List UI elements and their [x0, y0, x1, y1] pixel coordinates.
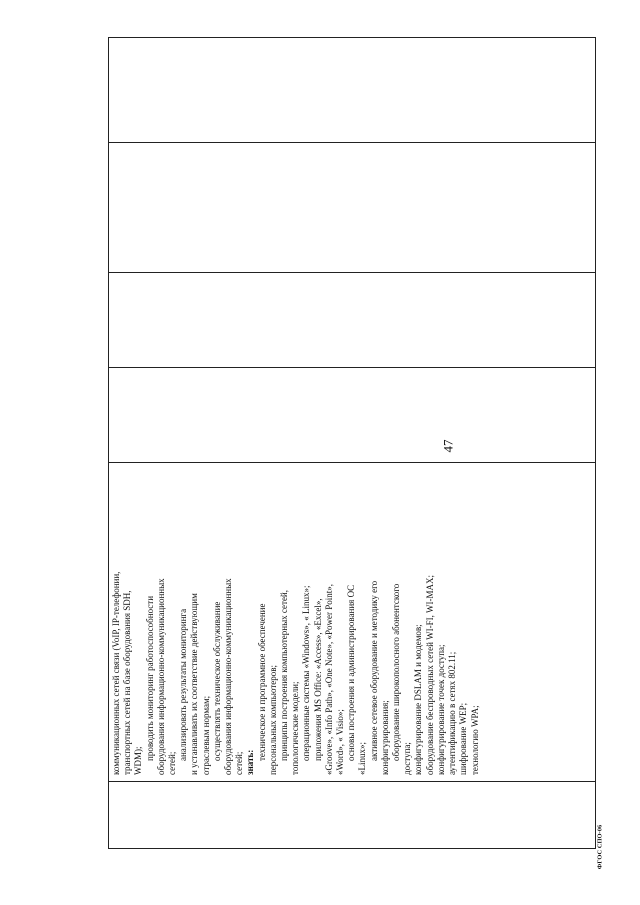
text-line: принципы построения компьютерных сетей, [279, 590, 290, 761]
text-line: «Groove», «Info Path», «One Note», «Power Point», [323, 584, 334, 775]
text-line: сетей; [167, 751, 178, 775]
text-line: топологические модели; [290, 681, 301, 775]
footer-label: ФГОС СПО-06 [596, 824, 604, 870]
column-divider [109, 462, 595, 463]
text-line: оборудования информационно-коммуникационных [223, 578, 234, 775]
text-line: оборудования информационно-коммуникационных [155, 578, 166, 775]
text-line: знать: [245, 749, 256, 775]
column-divider [109, 272, 595, 273]
text-line: оборудование широкополосного абонентского [391, 583, 402, 761]
text-line: аутентификацию в сетях 802.11; [447, 651, 458, 775]
column-divider [109, 367, 595, 368]
text-line: доступа; [402, 742, 413, 775]
text-line: сетей; [234, 751, 245, 775]
text-line: «Word», « Visio»; [335, 709, 346, 775]
text-line: конфигурирование точек доступа; [435, 644, 446, 775]
text-line: активное сетевое оборудование и методику его [368, 580, 379, 761]
text-line: коммуникационных сетей связи (VoIP, IP-телефонии, [111, 571, 121, 775]
page-number: 47 [440, 439, 456, 453]
column-divider [109, 781, 595, 782]
text-line: конфигурирование DSLAM и модемов; [413, 624, 424, 775]
text-line: операционные системы «Windows», « Linux»; [301, 585, 312, 761]
text-line: «Linux»; [357, 742, 368, 775]
text-line: основы построения и администрирования ОС [346, 584, 357, 761]
competency-table [108, 37, 596, 849]
text-line: персональных компьютеров; [267, 664, 278, 775]
text-line: технологию WPA; [469, 705, 480, 775]
text-line: проводить мониторинг работоспособности [144, 595, 155, 761]
text-line: осуществлять техническое обслуживание [211, 601, 222, 761]
text-line: и устанавливать их соответствие действующим [189, 593, 200, 775]
text-line: WDM); [133, 746, 144, 775]
text-line: техническое и программное обеспечение [256, 603, 267, 761]
text-line: конфигурирования; [379, 700, 390, 775]
text-line: оборудование беспроводных сетей WI-FI, WI-MAX; [424, 575, 435, 775]
text-line: приложения MS Office: «Access», «Excel», [312, 598, 323, 761]
column-divider [109, 142, 595, 143]
text-line: анализировать результаты мониторинга [178, 608, 189, 761]
text-line: шифрование WEP; [458, 702, 469, 775]
text-line: отраслевым нормам; [200, 695, 211, 775]
text-line: транспортных сетей на базе оборудования SDH, [122, 590, 133, 775]
requirements-text-cell [111, 465, 481, 775]
